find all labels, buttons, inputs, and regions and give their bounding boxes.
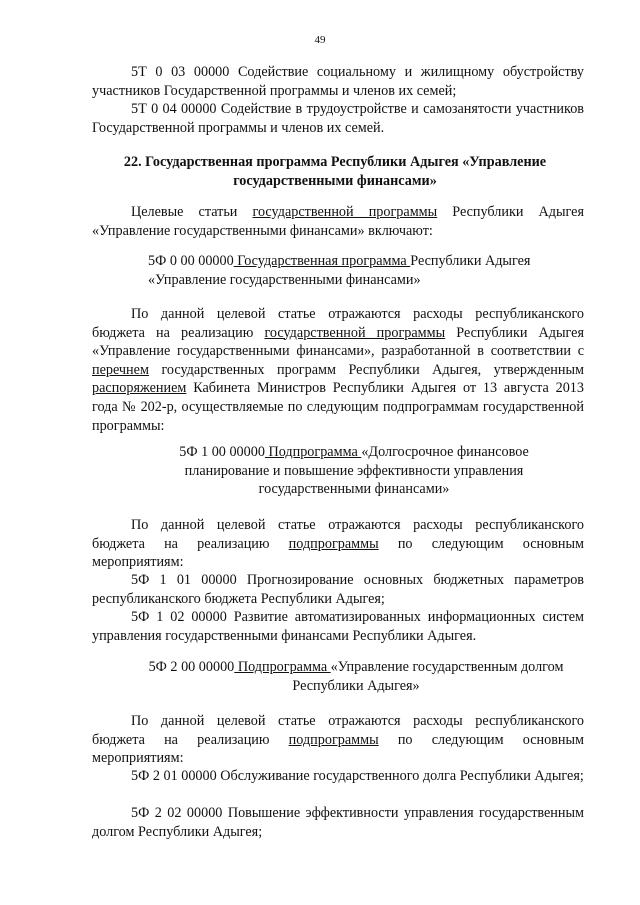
link-state-program[interactable]: Государственная программа [233,253,411,269]
text-span: По данной целевой статье отражаются расходы республиканского бюджета на реализацию [92,713,584,748]
paragraph-text: 5Ф 1 01 00000 Прогнозирование основных бюджетных параметров республиканского бюджета Республики Адыгея; [92,572,584,607]
heading-text: 22. Государственная программа Республики Адыгея «Управление государственными финансами» [123,154,547,189]
page-number: 49 [314,34,326,46]
paragraph-text: 5Т 0 04 00000 Содействие в трудоустройстве и самозанятости участников Государственной программы и членов их семей. [92,101,584,136]
paragraph-text [92,712,584,768]
code-text: 5Ф 0 00 00000 [148,253,234,269]
paragraph-text: 5Т 0 03 00000 Содействие социальному и жилищному обустройству участников Государственной программы и членов их семей; [92,64,584,99]
paragraph-5f-1-01 [92,571,584,608]
paragraph-text: 5Ф 2 02 00000 Повышение эффективности управления государственным долгом Республики Адыгея; [92,805,584,840]
code-block-5f-1 [168,443,540,499]
text-span: государственных программ Республики Адыгея, утвержденным [148,361,584,378]
paragraph-state-program [92,305,584,435]
link-subprogram[interactable]: Подпрограмма [264,444,362,460]
paragraph-text: 5Ф 2 01 00000 Обслуживание государственного долга Республики Адыгея; [131,768,584,784]
paragraph-5t-0-03 [92,63,584,100]
text-span: Республики Адыгея «Управление государственными финансами», разработанной в соответствии с [92,324,584,360]
code-description: «Долгосрочное финансовое планирование и повышение эффективности управления государственными финансами» [184,444,529,498]
paragraph-5f-1-02 [92,608,584,645]
paragraph-subprogram-1 [92,516,584,572]
code-line [128,658,584,695]
text-span: По данной целевой статье отражаются расходы республиканского бюджета на реализацию [92,517,584,552]
paragraph-intro [92,203,584,240]
link-subprogram[interactable]: Подпрограмма [234,659,331,675]
paragraph-text [92,203,584,240]
text-span: По данной целевой статье отражаются расходы республиканского бюджета на реализацию [92,306,584,341]
link-list[interactable]: перечнем [92,361,149,378]
text-span: Целевые статьи [131,204,253,220]
code-description: «Управление государственным долгом Республики Адыгея» [292,659,564,694]
text-span: Республики Адыгея «Управление государственными финансами» включают: [92,204,584,239]
paragraph-5f-2-01 [92,767,584,786]
link-state-program[interactable]: государственной программы [264,324,446,341]
paragraph-5f-2-02 [92,804,584,841]
link-order[interactable]: распоряжением [92,380,187,397]
link-subprogram[interactable]: подпрограммы [288,535,379,552]
paragraph-text [92,516,584,572]
text-span: по следующим основным мероприятиям: [92,731,584,767]
link-state-program[interactable]: государственной программы [252,204,438,220]
code-line [148,252,588,289]
code-text: 5Ф 1 00 00000 [179,444,265,460]
paragraph-text [92,305,584,435]
paragraph-5t-0-04 [92,100,584,137]
link-subprogram[interactable]: подпрограммы [288,731,379,748]
code-text: 5Ф 2 00 00000 [148,659,235,675]
code-block-5f-0 [148,252,588,289]
code-line [168,443,540,499]
paragraph-text: 5Ф 1 02 00000 Развитие автоматизированных информационных систем управления государственными финансами Республики Адыгея. [92,609,584,644]
text-span: по следующим основным мероприятиям: [92,535,584,571]
paragraph-subprogram-2 [92,712,584,768]
code-block-5f-2 [128,658,584,695]
section-heading [100,153,570,190]
text-span: Кабинета Министров Республики Адыгея от 13 августа 2013 года № 202-р, осуществляемые по следующим подпрограммам государственной программы: [92,380,584,434]
code-description: Республики Адыгея «Управление государственными финансами» [148,253,531,288]
